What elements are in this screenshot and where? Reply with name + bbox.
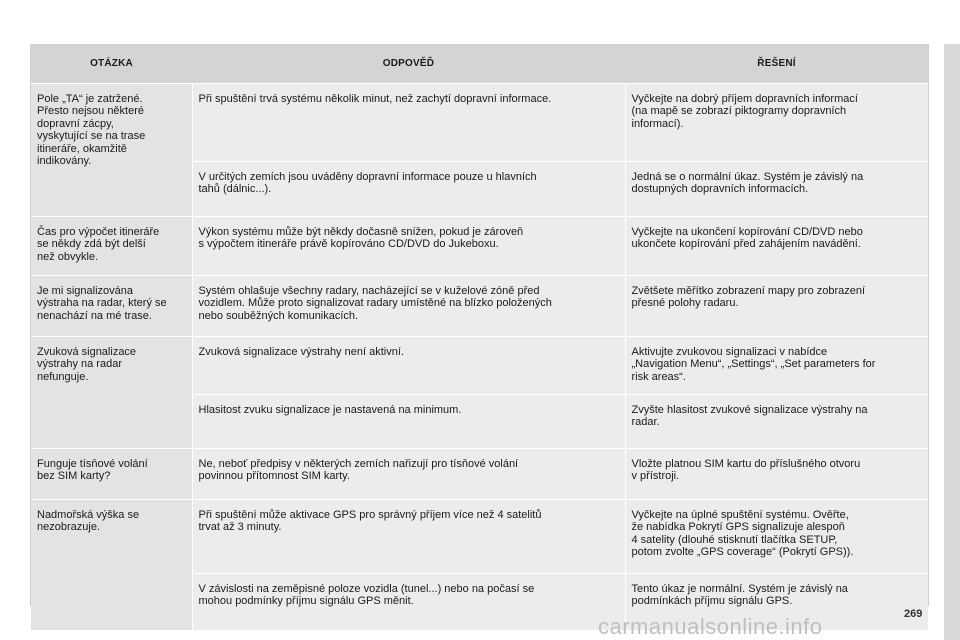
question-cell: Zvuková signalizace výstrahy na radar nefunguje. bbox=[31, 336, 192, 448]
table-row bbox=[31, 448, 928, 499]
header-question: OTÁZKA bbox=[31, 45, 192, 83]
table-row bbox=[31, 83, 928, 161]
answer-cell: V závislosti na zeměpisné poloze vozidla (tunel...) nebo na počasí se mohou podmínky příjmu signálu GPS měnit. bbox=[192, 573, 625, 630]
question-cell: Funguje tísňové volání bez SIM karty? bbox=[31, 448, 192, 499]
question-cell: Je mi signalizována výstraha na radar, který se nenachází na mé trase. bbox=[31, 275, 192, 336]
answer-cell: Ne, neboť předpisy v některých zemích nařizují pro tísňové volání povinnou přítomnost SIM karty. bbox=[192, 448, 625, 499]
table-row bbox=[31, 499, 928, 573]
table-row bbox=[31, 336, 928, 394]
answer-cell: Při spuštění trvá systému několik minut, než zachytí dopravní informace. bbox=[192, 83, 625, 161]
solution-cell: Vyčkejte na ukončení kopírování CD/DVD nebo ukončete kopírování před zahájením navádění. bbox=[625, 216, 928, 275]
answer-cell: V určitých zemích jsou uváděny dopravní informace pouze u hlavních tahů (dálnic...). bbox=[192, 161, 625, 216]
answer-cell: Zvuková signalizace výstrahy není aktivní. bbox=[192, 336, 625, 394]
solution-cell: Jedná se o normální úkaz. Systém je závislý na dostupných dopravních informacích. bbox=[625, 161, 928, 216]
table-body bbox=[31, 83, 928, 630]
solution-cell: Zvětšete měřítko zobrazení mapy pro zobrazení přesné polohy radaru. bbox=[625, 275, 928, 336]
header-solution: ŘEŠENÍ bbox=[625, 45, 928, 83]
question-cell: Čas pro výpočet itineráře se někdy zdá být delší než obvykle. bbox=[31, 216, 192, 275]
answer-cell: Hlasitost zvuku signalizace je nastavená na minimum. bbox=[192, 394, 625, 448]
table-header bbox=[31, 45, 928, 83]
table-row bbox=[31, 216, 928, 275]
solution-cell: Vyčkejte na úplné spuštění systému. Ověřte, že nabídka Pokrytí GPS signalizuje alespoň 4 satelity (dlouhé stisknutí tlačítka SETUP, potom zvolte „GPS coverage“ (Pokrytí GPS)). bbox=[625, 499, 928, 573]
table-row bbox=[31, 275, 928, 336]
solution-cell: Zvyšte hlasitost zvukové signalizace výstrahy na radar. bbox=[625, 394, 928, 448]
side-tab bbox=[944, 44, 960, 640]
answer-cell: Výkon systému může být někdy dočasně snížen, pokud je zároveň s výpočtem itineráře právě kopírováno CD/DVD do Jukeboxu. bbox=[192, 216, 625, 275]
faq-table bbox=[31, 45, 928, 630]
solution-cell: Vložte platnou SIM kartu do příslušného otvoru v přístroji. bbox=[625, 448, 928, 499]
question-cell: Pole „TA“ je zatržené. Přesto nejsou některé dopravní zácpy, vyskytující se na trase itineráře, okamžitě indikovány. bbox=[31, 83, 192, 216]
solution-cell: Vyčkejte na dobrý příjem dopravních informací (na mapě se zobrazí piktogramy dopravních informací). bbox=[625, 83, 928, 161]
header-answer: ODPOVĚĎ bbox=[192, 45, 625, 83]
page-number: 269 bbox=[904, 608, 923, 620]
answer-cell: Při spuštění může aktivace GPS pro správný příjem více než 4 satelitů trvat až 3 minuty. bbox=[192, 499, 625, 573]
watermark: carmanualsonline.info bbox=[598, 614, 823, 639]
answer-cell: Systém ohlašuje všechny radary, nacházející se v kuželové zóně před vozidlem. Může proto signalizovat radary umístěné na blízko položených nebo souběžných komunikacích. bbox=[192, 275, 625, 336]
solution-cell: Tento úkaz je normální. Systém je závislý na podmínkách příjmu signálu GPS. bbox=[625, 573, 928, 630]
solution-cell: Aktivujte zvukovou signalizaci v nabídce „Navigation Menu“, „Settings“, „Set parameters for risk areas“. bbox=[625, 336, 928, 394]
question-cell: Nadmořská výška se nezobrazuje. bbox=[31, 499, 192, 630]
